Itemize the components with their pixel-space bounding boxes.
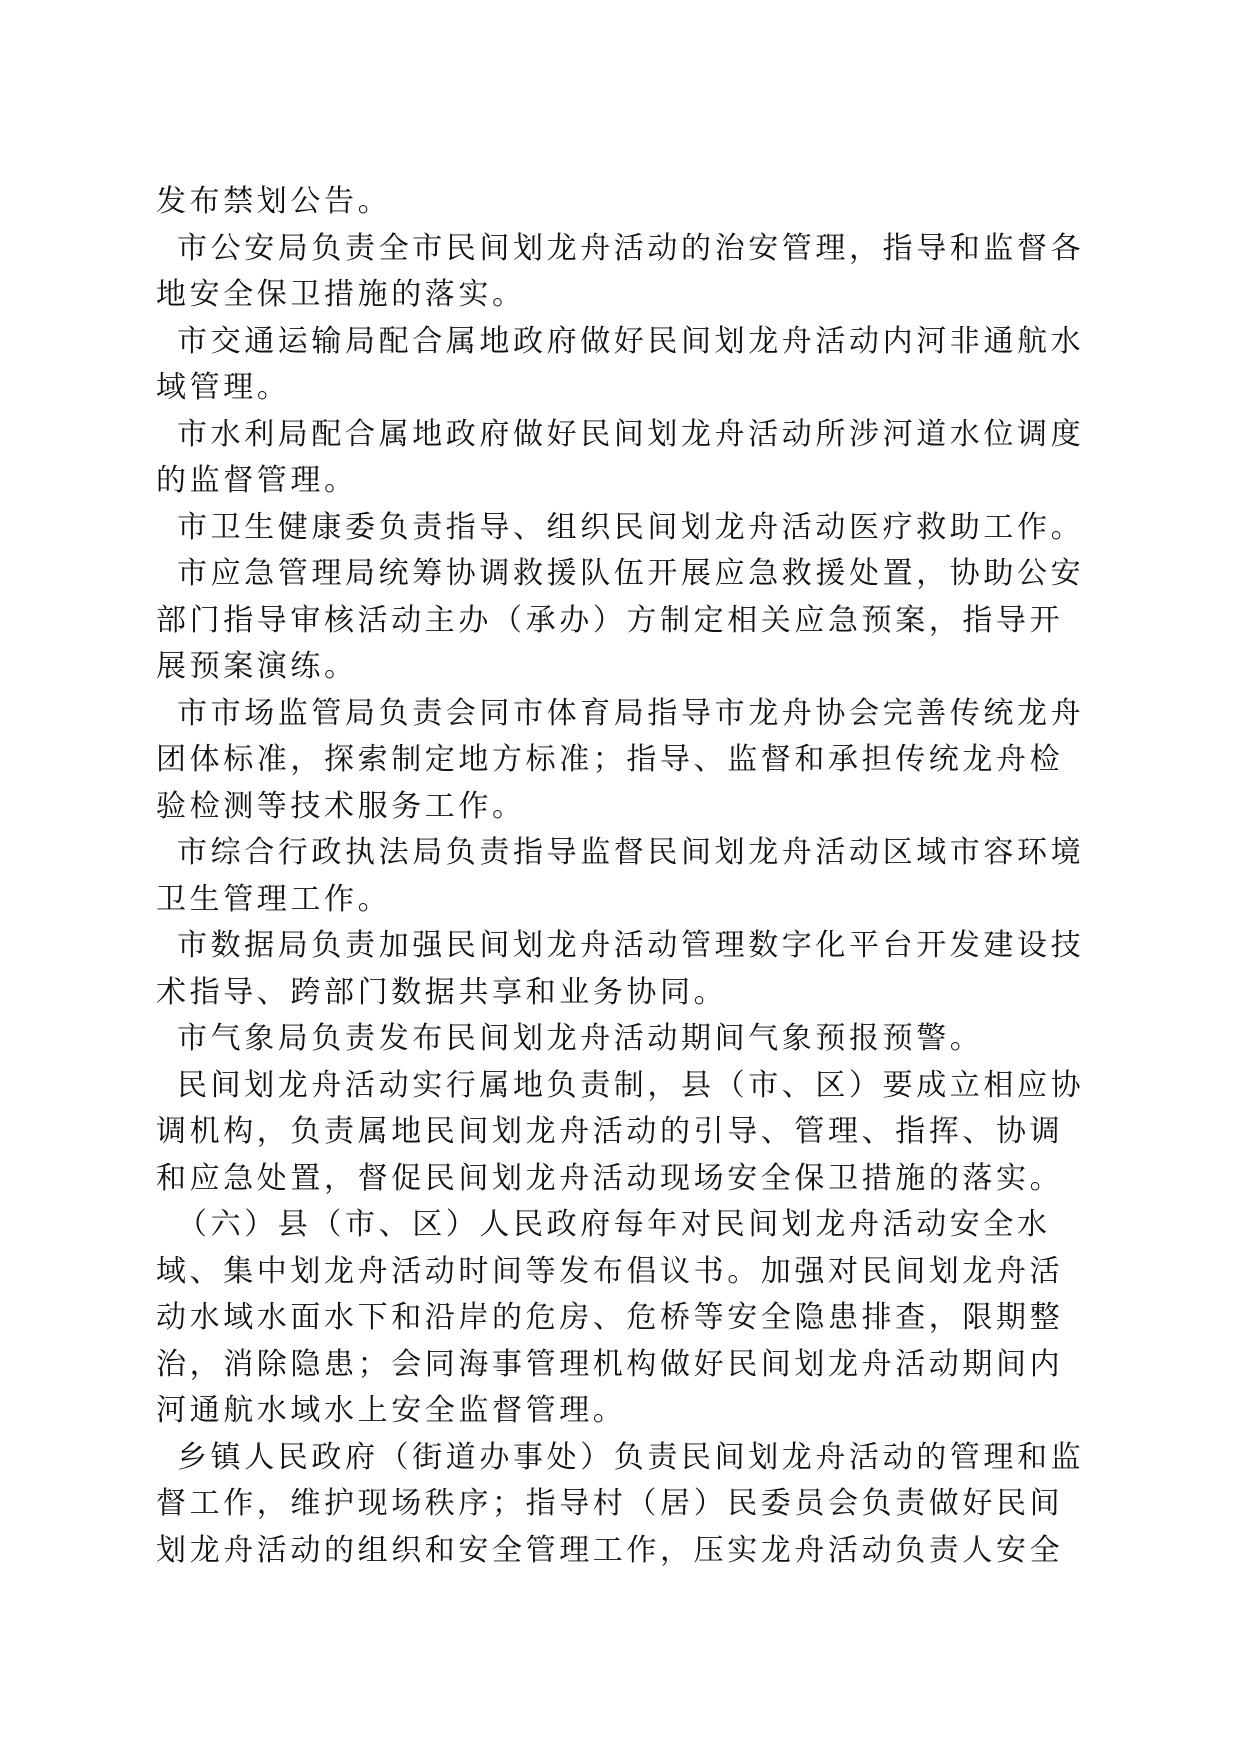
paragraph: 市综合行政执法局负责指导监督民间划龙舟活动区域市容环境卫生管理工作。 [156, 835, 1085, 917]
paragraph: 市卫生健康委负责指导、组织民间划龙舟活动医疗救助工作。 [177, 509, 1085, 545]
paragraph: 市应急管理局统筹协调救援队伍开展应急救援处置，协助公安部门指导审核活动主办（承办）方制定相关应急预案，指导开展预案演练。 [156, 556, 1085, 684]
document-body [156, 179, 1086, 1574]
paragraph: 市公安局负责全市民间划龙舟活动的治安管理，指导和监督各地安全保卫措施的落实。 [156, 230, 1085, 312]
paragraph: 市水利局配合属地政府做好民间划龙舟活动所涉河道水位调度的监督管理。 [156, 416, 1085, 498]
paragraph: （六）县（市、区）人民政府每年对民间划龙舟活动安全水域、集中划龙舟活动时间等发布倡议书。加强对民间划龙舟活动水域水面水下和沿岸的危房、危桥等安全隐患排查，限期整治，消除隐患；会同海事管理机构做好民间划龙舟活动期间内河通航水域水上安全监督管理。 [156, 1207, 1064, 1428]
paragraph: 市交通运输局配合属地政府做好民间划龙舟活动内河非通航水域管理。 [156, 323, 1085, 405]
paragraph: 发布禁划公告。 [156, 184, 392, 219]
paragraph: 市气象局负责发布民间划龙舟活动期间气象预报预警。 [177, 1021, 984, 1056]
paragraph: 乡镇人民政府（街道办事处）负责民间划龙舟活动的管理和监督工作，维护现场秩序；指导村（居）民委员会负责做好民间划龙舟活动的组织和安全管理工作，压实龙舟活动负责人安全 [156, 1439, 1085, 1568]
paragraph: 市市场监管局负责会同市体育局指导市龙舟协会完善传统龙舟团体标准，探索制定地方标准；指导、监督和承担传统龙舟检验检测等技术服务工作。 [156, 695, 1085, 824]
paragraph: 民间划龙舟活动实行属地负责制，县（市、区）要成立相应协调机构，负责属地民间划龙舟活动的引导、管理、指挥、协调和应急处置，督促民间划龙舟活动现场安全保卫措施的落实。 [156, 1067, 1085, 1196]
paragraph: 市数据局负责加强民间划龙舟活动管理数字化平台开发建设技术指导、跨部门数据共享和业务协同。 [156, 928, 1085, 1010]
